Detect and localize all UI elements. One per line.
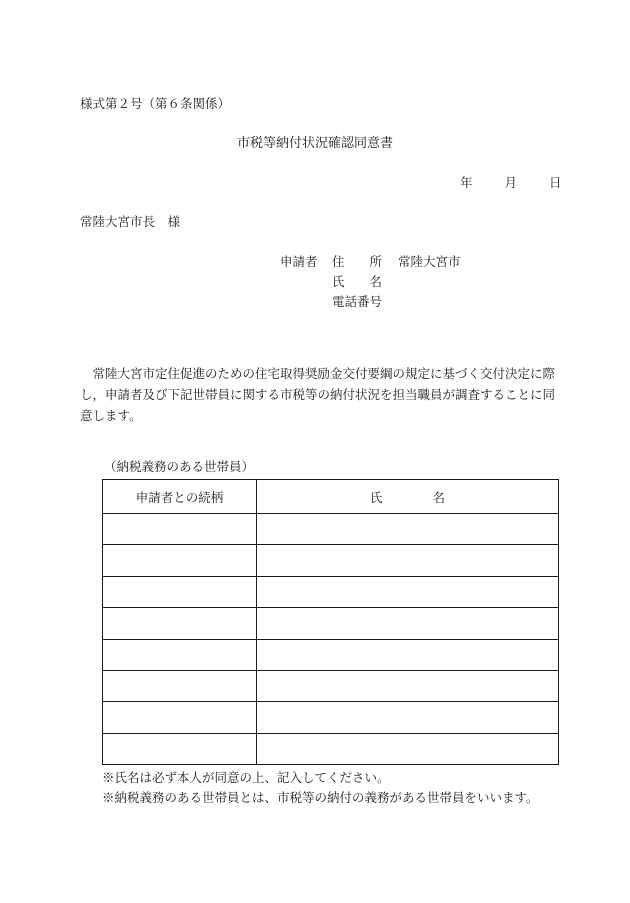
relationship-cell[interactable]	[103, 670, 257, 701]
table-row	[103, 576, 559, 607]
applicant-block	[280, 251, 461, 311]
member-name-cell[interactable]	[257, 608, 559, 639]
relationship-column-header: 申請者との続柄	[103, 480, 257, 514]
consent-body	[80, 363, 558, 426]
relationship-cell[interactable]	[103, 576, 257, 607]
member-name-cell[interactable]	[257, 733, 559, 764]
form-number: 様式第２号（第６条関係）	[80, 96, 231, 111]
member-name-cell[interactable]	[257, 545, 559, 576]
name-column-header: 氏 名	[257, 480, 559, 514]
address-label: 住 所	[332, 253, 383, 269]
notes	[102, 768, 539, 808]
member-name-cell[interactable]	[257, 514, 559, 545]
applicant-role-label: 申請者	[280, 253, 318, 269]
applicant-phone-row	[280, 291, 461, 311]
table-row	[103, 639, 559, 670]
table-row	[103, 608, 559, 639]
applicant-name-row	[280, 271, 461, 291]
relationship-cell[interactable]	[103, 639, 257, 670]
day-label: 日	[549, 175, 562, 190]
month-label: 月	[504, 175, 518, 190]
table-row	[103, 702, 559, 733]
applicant-address-row	[280, 251, 461, 271]
note-tax-obligation: ※納税義務のある世帯員とは、市税等の納付の義務がある世帯員をいいます。	[102, 790, 539, 805]
member-name-cell[interactable]	[257, 670, 559, 701]
relationship-cell[interactable]	[103, 545, 257, 576]
table-row	[103, 733, 559, 764]
table-header-row	[103, 480, 559, 514]
table-caption: （納税義務のある世帯員）	[104, 459, 255, 474]
note-name-signature: ※氏名は必ず本人が同意の上、記入してください。	[102, 770, 390, 785]
member-name-cell[interactable]	[257, 576, 559, 607]
relationship-cell[interactable]	[103, 608, 257, 639]
household-members-table	[102, 479, 559, 765]
consent-paragraph: 常陸大宮市定住促進のための住宅取得奨励金交付要綱の規定に基づく交付決定に際し，申請者及び下記世帯員に関する市税等の納付状況を担当職員が調査することに同意します。	[80, 366, 556, 423]
addressee: 常陸大宮市長 様	[80, 214, 181, 229]
document-title: 市税等納付状況確認同意書	[236, 136, 393, 151]
year-label: 年	[460, 175, 473, 190]
table-row	[103, 670, 559, 701]
name-label: 氏 名	[332, 273, 383, 289]
member-name-cell[interactable]	[257, 702, 559, 733]
phone-label: 電話番号	[332, 293, 383, 309]
table-row	[103, 514, 559, 545]
member-name-cell[interactable]	[257, 639, 559, 670]
table-row	[103, 545, 559, 576]
relationship-cell[interactable]	[103, 514, 257, 545]
date-line	[460, 175, 562, 190]
relationship-cell[interactable]	[103, 702, 257, 733]
address-value[interactable]: 常陸大宮市	[398, 253, 461, 269]
relationship-cell[interactable]	[103, 733, 257, 764]
